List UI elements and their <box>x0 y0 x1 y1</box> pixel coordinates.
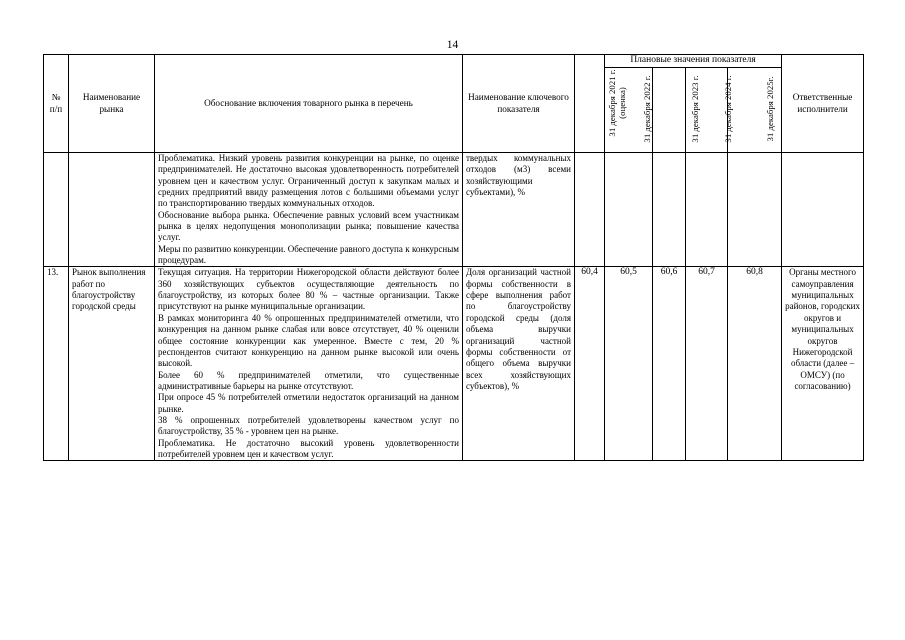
value-2022: 60,5 <box>605 267 653 461</box>
row-number: 13. <box>44 267 69 461</box>
header-2023: 31 декабря 2023 г. <box>653 68 686 153</box>
table-row-13 <box>44 267 864 461</box>
header-2024: 31 декабря 2024 г. <box>686 68 728 153</box>
header-num: № п/п <box>44 55 69 153</box>
value-2024: 60,7 <box>686 267 728 461</box>
indicator-cell: твердых коммунальных отходов (м3) всеми хозяйствующими субъектами), % <box>463 153 575 267</box>
header-2021: 31 декабря 2021 г. (оценка) <box>575 55 605 153</box>
value-2021: 60,4 <box>575 267 605 461</box>
header-2025: 31 декабря 2025г. <box>728 68 782 153</box>
header-2022: 31 декабря 2022 г. <box>605 68 653 153</box>
markets-table <box>43 54 864 461</box>
page-number: 14 <box>446 39 459 51</box>
header-indicator: Наименование ключевого показателя <box>463 55 575 153</box>
header-market: Наименование рынка <box>69 55 155 153</box>
header-responsible: Ответственные исполнители <box>782 55 864 153</box>
value-2025: 60,8 <box>728 267 782 461</box>
table-row-continued <box>44 153 864 267</box>
indicator-cell: Доля организаций частной формы собственности в сфере выполнения работ по благоустройству городской среды (доля объема выручки организаций частной формы собственности от общего объема выручки всех хозяйствующих субъектов), % <box>463 267 575 461</box>
reason-cell: Проблематика. Низкий уровень развития конкуренции на рынке, по оценке предпринимателей. Не достаточно высокая удовлетворенность потребителей уровнем цен и качеством услуг. Ограниченный доступ к закупкам малых и средних предприятий ввиду размещения лотов с большими объемами услуг по транспортированию твердых коммунальных отходов. Обоснование выбора рынка. Обеспечение равных условий всем участникам рынка в целях недопущения монополизации рынка; повышение качества услуг. Меры по развитию конкуренции. Обеспечение равного доступа к конкурсным процедурам. <box>155 153 463 267</box>
responsible-cell: Органы местного самоуправления муниципальных районов, городских округов и муниципальных округов Нижегородской области (далее – ОМСУ) (по согласованию) <box>782 267 864 461</box>
header-plan-group: Плановые значения показателя <box>605 55 782 68</box>
reason-cell: Текущая ситуация. На территории Нижегородской области действуют более 360 хозяйствующих субъектов осуществляющие деятельность по благоустройству, из которых более 80 % – частные организации. Также присутствуют на рынке муниципальные организации. В рамках мониторинга 40 % опрошенных предпринимателей отметили, что конкуренция на данном рынке слабая или вовсе отсутствует, 40 % оценили общее состояние конкуренции как умеренное. Вместе с тем, 20 % респондентов считают конкуренцию на данном рынке высокой или очень высокой. Более 60 % предпринимателей отметили, что существенные административные барьеры на рынке отсутствуют. При опросе 45 % потребителей отметили недостаток организаций на данном рынке. 38 % опрошенных потребителей удовлетворены качеством услуг по благоустройству, 35 % - уровнем цен на рынке. Проблематика. Не достаточно высокий уровень удовлетворенности потребителей уровнем цен и качеством услуг. <box>155 267 463 461</box>
market-name: Рынок выполнения работ по благоустройству городской среды <box>69 267 155 461</box>
header-reason: Обоснование включения товарного рынка в перечень <box>155 55 463 153</box>
value-2023: 60,6 <box>653 267 686 461</box>
